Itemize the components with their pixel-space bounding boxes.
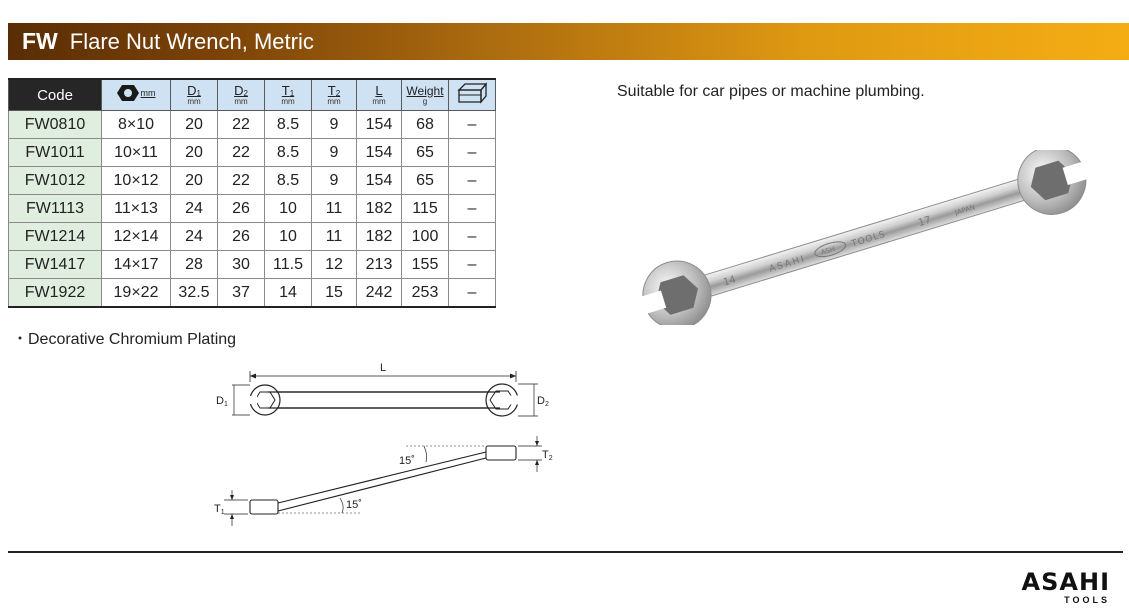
- table-cell: 8.5: [265, 111, 312, 139]
- table-cell: 28: [171, 251, 218, 279]
- table-cell: 65: [402, 139, 449, 167]
- table-cell: 11: [312, 223, 357, 251]
- row-code-cell: FW1417: [9, 251, 102, 279]
- table-cell: 19×22: [102, 279, 171, 308]
- table-cell: 155: [402, 251, 449, 279]
- svg-text:T1: T1: [214, 503, 225, 516]
- col-set: [449, 79, 496, 111]
- table-cell: 12: [312, 251, 357, 279]
- table-cell: –: [449, 111, 496, 139]
- footer-divider: [8, 551, 1123, 553]
- table-cell: 14×17: [102, 251, 171, 279]
- angle-bottom-label: 15˚: [346, 499, 362, 511]
- table-cell: 9: [312, 139, 357, 167]
- table-cell: 154: [357, 139, 402, 167]
- table-cell: 10×12: [102, 167, 171, 195]
- wrench-photo: [628, 150, 1093, 325]
- table-cell: 8.5: [265, 167, 312, 195]
- table-cell: 37: [218, 279, 265, 308]
- row-code-cell: FW0810: [9, 111, 102, 139]
- table-cell: –: [449, 167, 496, 195]
- photo-brand-badge: ASH: [819, 245, 837, 257]
- dim-t1-label: T: [214, 503, 221, 515]
- table-cell: 9: [312, 111, 357, 139]
- table-row: [9, 111, 496, 139]
- spec-table: [8, 78, 496, 308]
- table-cell: 14: [265, 279, 312, 308]
- table-cell: –: [449, 279, 496, 308]
- col-d2: $D_2$ mm: [218, 79, 265, 111]
- table-cell: 10: [265, 223, 312, 251]
- table-cell: 182: [357, 195, 402, 223]
- photo-tools: TOOLS: [850, 229, 888, 250]
- col-length: L mm: [357, 79, 402, 111]
- table-cell: 115: [402, 195, 449, 223]
- table-row: [9, 251, 496, 279]
- table-cell: 65: [402, 167, 449, 195]
- table-cell: 242: [357, 279, 402, 308]
- photo-brand: ASAHI: [768, 254, 808, 275]
- table-cell: 12×14: [102, 223, 171, 251]
- table-cell: 26: [218, 223, 265, 251]
- hex-nut-icon: [117, 84, 139, 102]
- table-cell: 10: [265, 195, 312, 223]
- dim-d1-label: D: [216, 395, 224, 407]
- photo-origin: JAPAN: [954, 203, 976, 217]
- table-cell: 15: [312, 279, 357, 308]
- table-row: [9, 195, 496, 223]
- photo-size-right: 17: [917, 214, 933, 230]
- table-cell: 22: [218, 139, 265, 167]
- table-cell: 11.5: [265, 251, 312, 279]
- col-t2: $T_2$ mm: [312, 79, 357, 111]
- table-cell: 22: [218, 167, 265, 195]
- brand-logo: [1022, 570, 1110, 605]
- table-cell: 20: [171, 167, 218, 195]
- dim-l-label: L: [380, 362, 387, 374]
- col-t1: $T_1$ mm: [265, 79, 312, 111]
- table-cell: 154: [357, 167, 402, 195]
- table-row: [9, 279, 496, 308]
- table-cell: 68: [402, 111, 449, 139]
- svg-text:D2: D2: [537, 395, 549, 408]
- table-row: [9, 223, 496, 251]
- table-cell: 20: [171, 139, 218, 167]
- col-d1: $D_1$ mm: [171, 79, 218, 111]
- plating-note: ・Decorative Chromium Plating: [12, 331, 237, 348]
- table-cell: 24: [171, 223, 218, 251]
- table-cell: 9: [312, 167, 357, 195]
- svg-text:D1: D1: [216, 395, 228, 408]
- table-cell: 11: [312, 195, 357, 223]
- table-cell: 32.5: [171, 279, 218, 308]
- table-cell: 213: [357, 251, 402, 279]
- dimension-diagram: [210, 356, 590, 536]
- col-code: Code: [9, 79, 102, 111]
- table-cell: 22: [218, 111, 265, 139]
- table-cell: 11×13: [102, 195, 171, 223]
- product-title: Flare Nut Wrench, Metric: [69, 28, 314, 54]
- title-banner: [8, 23, 1129, 60]
- table-cell: 8.5: [265, 139, 312, 167]
- product-code: FW: [22, 28, 58, 54]
- table-cell: –: [449, 251, 496, 279]
- table-cell: 8×10: [102, 111, 171, 139]
- logo-subtext: TOOLS: [1064, 595, 1110, 605]
- table-cell: –: [449, 195, 496, 223]
- table-cell: 26: [218, 195, 265, 223]
- col-size: [102, 79, 171, 111]
- dim-t2-label: T: [542, 449, 549, 461]
- row-code-cell: FW1922: [9, 279, 102, 308]
- table-cell: 30: [218, 251, 265, 279]
- row-code-cell: FW1113: [9, 195, 102, 223]
- table-cell: 154: [357, 111, 402, 139]
- table-row: [9, 167, 496, 195]
- usage-description: Suitable for car pipes or machine plumbing.: [617, 83, 925, 100]
- photo-size-left: 14: [721, 274, 738, 289]
- svg-text:T2: T2: [542, 449, 553, 462]
- table-cell: 24: [171, 195, 218, 223]
- table-cell: –: [449, 223, 496, 251]
- table-header-row: [9, 79, 496, 111]
- col-weight: Weight g: [402, 79, 449, 111]
- dim-d2-label: D: [537, 395, 545, 407]
- case-box-icon: [457, 82, 487, 104]
- row-code-cell: FW1011: [9, 139, 102, 167]
- row-code-cell: FW1214: [9, 223, 102, 251]
- table-cell: 182: [357, 223, 402, 251]
- row-code-cell: FW1012: [9, 167, 102, 195]
- table-cell: 10×11: [102, 139, 171, 167]
- table-row: [9, 139, 496, 167]
- table-cell: 100: [402, 223, 449, 251]
- logo-text: ASAHI: [1021, 568, 1110, 596]
- table-cell: –: [449, 139, 496, 167]
- angle-top-label: 15˚: [399, 455, 415, 467]
- size-unit: mm: [140, 87, 156, 98]
- table-cell: 20: [171, 111, 218, 139]
- table-cell: 253: [402, 279, 449, 308]
